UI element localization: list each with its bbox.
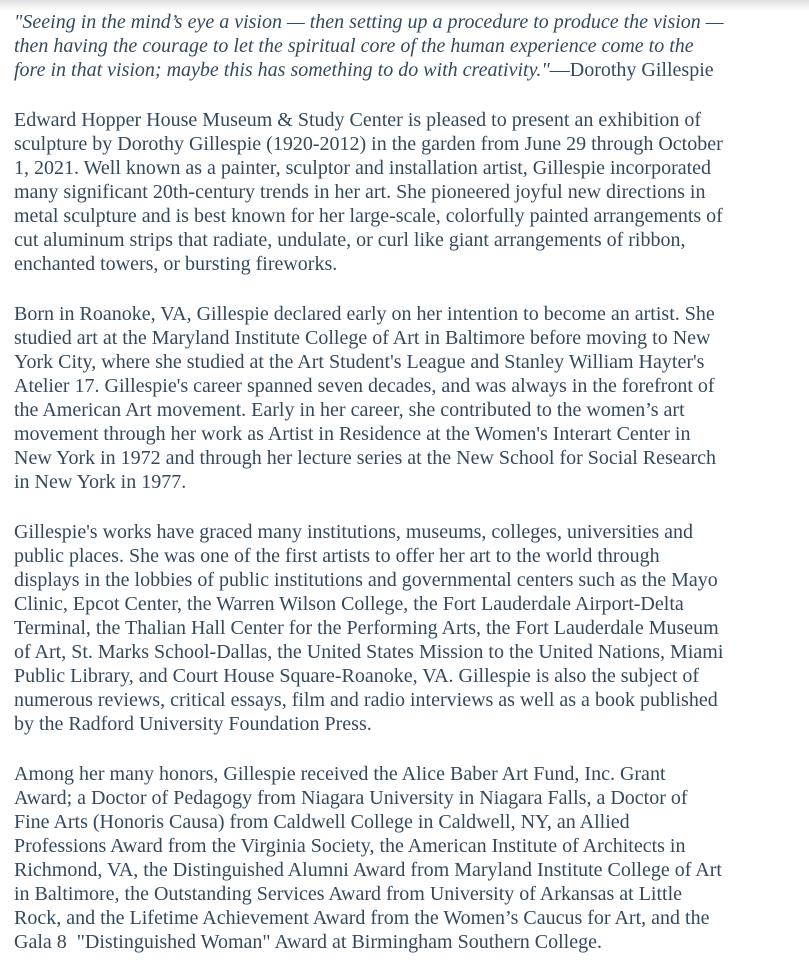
text-line: Award; a Doctor of Pedagogy from Niagara University in Niagara Falls, a Doctor of bbox=[14, 787, 688, 809]
text-line: cut aluminum strips that radiate, undulate, or curl like giant arrangements of ribbon, bbox=[14, 229, 686, 251]
text-line: public places. She was one of the first artists to offer her art to the world through bbox=[14, 545, 660, 567]
paragraph-honors bbox=[14, 762, 801, 954]
paragraph-exhibition bbox=[14, 108, 801, 276]
text-line: Clinic, Epcot Center, the Warren Wilson College, the Fort Lauderdale Airport-Delta bbox=[14, 593, 684, 615]
text-line: in New York in 1977. bbox=[14, 471, 187, 493]
text-line: Rock, and the Lifetime Achievement Award from the Women’s Caucus for Art, and the bbox=[14, 907, 710, 929]
paragraph-institutions bbox=[14, 520, 801, 736]
text-line: metal sculpture and is best known for her large-scale, colorfully painted arrangements of bbox=[14, 205, 723, 227]
text-line: New York in 1972 and through her lecture series at the New School for Social Research bbox=[14, 447, 717, 469]
text-line: many significant 20th-century trends in her art. She pioneered joyful new directions in bbox=[14, 181, 706, 203]
text-line: Richmond, VA, the Distinguished Alumni Award from Maryland Institute College of Art bbox=[14, 859, 722, 881]
text-line: 1, 2021. Well known as a painter, sculptor and installation artist, Gillespie incorporated bbox=[14, 157, 712, 179]
text-line: movement through her work as Artist in Residence at the Women's Interart Center in bbox=[14, 423, 691, 445]
text-line: Terminal, the Thalian Hall Center for the Performing Arts, the Fort Lauderdale Museum bbox=[14, 617, 719, 639]
text-line: Public Library, and Court House Square-Roanoke, VA. Gillespie is also the subject of bbox=[14, 665, 700, 687]
text-line: Gala 8 "Distinguished Woman" Award at Birmingham Southern College. bbox=[14, 931, 602, 953]
text-line: Born in Roanoke, VA, Gillespie declared early on her intention to become an artist. She bbox=[14, 303, 715, 325]
text-line: by the Radford University Foundation Press. bbox=[14, 713, 372, 735]
text-line: York City, where she studied at the Art Student's League and Stanley William Hayter's bbox=[14, 351, 705, 373]
quote-closing-text: fore in that vision; maybe this has something to do with creativity." bbox=[14, 59, 550, 81]
text-line: studied art at the Maryland Institute College of Art in Baltimore before moving to New bbox=[14, 327, 711, 349]
text-line: Gillespie's works have graced many institutions, museums, colleges, universities and bbox=[14, 521, 694, 543]
text-line: in Baltimore, the Outstanding Services Award from University of Arkansas at Little bbox=[14, 883, 683, 905]
quote-paragraph bbox=[14, 10, 801, 82]
text-line: enchanted towers, or bursting fireworks. bbox=[14, 253, 338, 275]
quote-attribution: —Dorothy Gillespie bbox=[549, 59, 714, 81]
text-line: Edward Hopper House Museum & Study Center is pleased to present an exhibition of bbox=[14, 109, 702, 131]
text-line: of Art, St. Marks School-Dallas, the United States Mission to the United Nations, Miami bbox=[14, 641, 724, 663]
text-line: Fine Arts (Honoris Causa) from Caldwell College in Caldwell, NY, an Allied bbox=[14, 811, 630, 833]
text-line: Among her many honors, Gillespie received the Alice Baber Art Fund, Inc. Grant bbox=[14, 763, 666, 785]
text-line: displays in the lobbies of public institutions and governmental centers such as the Mayo bbox=[14, 569, 718, 591]
text-line: the American Art movement. Early in her career, she contributed to the women’s art bbox=[14, 399, 685, 421]
quote-line: "Seeing in the mind’s eye a vision — then setting up a procedure to produce the vision — bbox=[14, 11, 724, 33]
quote-line: then having the courage to let the spiritual core of the human experience come to the bbox=[14, 35, 694, 57]
text-line: sculpture by Dorothy Gillespie (1920-2012) in the garden from June 29 through October bbox=[14, 133, 723, 155]
quote-line bbox=[14, 58, 801, 82]
paragraph-biography bbox=[14, 302, 801, 494]
text-line: numerous reviews, critical essays, film and radio interviews as well as a book published bbox=[14, 689, 718, 711]
text-line: Professions Award from the Virginia Society, the American Institute of Architects in bbox=[14, 835, 686, 857]
text-line: Atelier 17. Gillespie's career spanned seven decades, and was always in the forefront of bbox=[14, 375, 715, 397]
